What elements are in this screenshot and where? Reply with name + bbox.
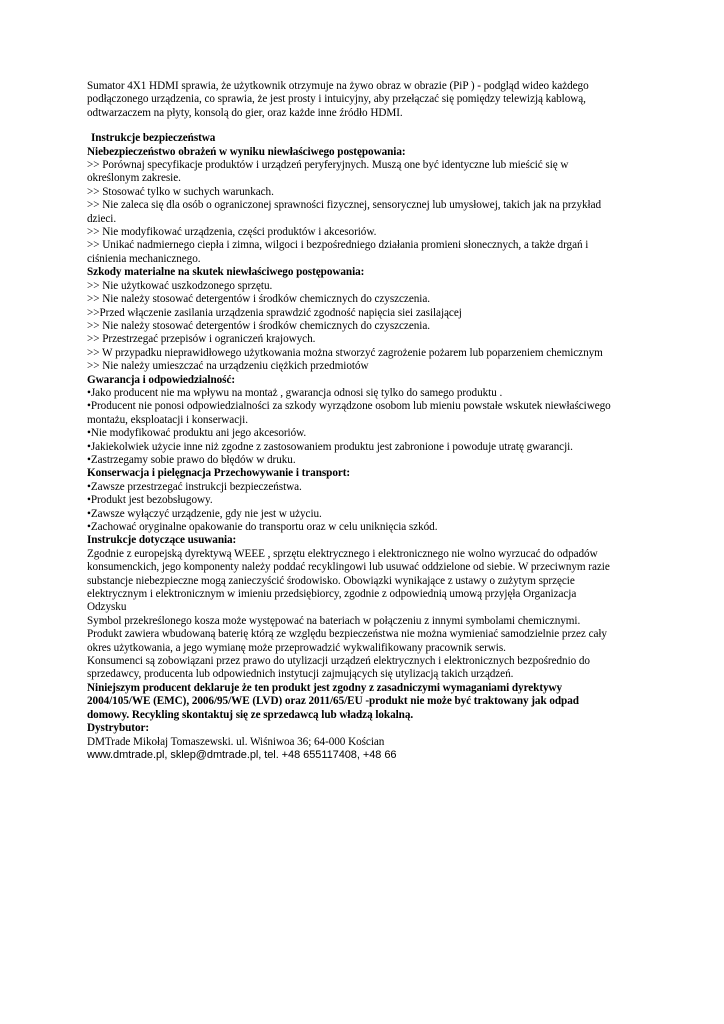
section-line: •Nie modyfikować produktu ani jego akcesoriów. bbox=[87, 427, 307, 440]
section-line: >> Nie modyfikować urządzenia, części produktów i akcesoriów. bbox=[87, 226, 377, 239]
section-disposal bbox=[87, 534, 647, 681]
section-line: >> Stosować tylko w suchych warunkach. bbox=[87, 185, 274, 198]
intro-line: Sumator 4X1 HDMI sprawia, że użytkownik otrzymuje na żywo obraz w obrazie (PiP ) - podgląd wideo każdego bbox=[87, 80, 589, 92]
section-maintenance bbox=[87, 467, 647, 534]
section-line: •Zawsze wyłączyć urządzenie, gdy nie jest w użyciu. bbox=[87, 507, 322, 520]
distributor-heading: Dystrybutor: bbox=[87, 722, 150, 735]
section-line: sprzedawcy, producenta lub odpowiednich instytucji zajmujących się utylizacją takich urządzeń. bbox=[87, 668, 514, 681]
section-line: Konsumenci są zobowiązani przez prawo do utylizacji urządzeń elektrycznych i elektronicznych bezpośrednio do bbox=[87, 655, 590, 668]
section-line: Odzysku bbox=[87, 601, 127, 614]
declaration-line: 2004/105/WE (EMC), 2006/95/WE (LVD) oraz 2011/65/EU -produkt nie może być traktowany jak odpad bbox=[87, 695, 579, 708]
section-line: >> Nie należy stosować detergentów i środków chemicznych do czyszczenia. bbox=[87, 319, 430, 332]
section-line: okres użytkowania, a jego wymianę może przeprowadzić wykwalifikowany pracownik serwis. bbox=[87, 641, 506, 654]
section-line: •Zachować oryginalne opakowanie do transportu oraz w celu uniknięcia szkód. bbox=[87, 521, 438, 533]
section-line: ciśnienia mechanicznego. bbox=[87, 252, 201, 265]
section-heading: Konserwacja i pielęgnacja Przechowywanie i transport: bbox=[87, 467, 351, 480]
section-line: >> Nie należy umieszczać na urządzeniu ciężkich przedmiotów bbox=[87, 360, 369, 373]
section-line: elektrycznym i elektronicznym w imieniu przedsiębiorcy, zgodnie z odpowiednią umową przyjęła Organizacja bbox=[87, 588, 577, 601]
intro-line: podłączonego urządzenia, co sprawia, że jest prosty i intuicyjny, aby przełączać się pomiędzy telewizją kablową, bbox=[87, 93, 586, 106]
section-line: określonym zakresie. bbox=[87, 172, 181, 185]
section-injury bbox=[87, 146, 647, 267]
distributor-contact: www.dmtrade.pl, sklep@dmtrade.pl, tel. +48 655117408, +48 66 bbox=[87, 748, 397, 761]
document-page bbox=[87, 80, 647, 762]
section-line: •Zawsze przestrzegać instrukcji bezpieczeństwa. bbox=[87, 480, 302, 493]
section-line: •Producent nie ponosi odpowiedzialności za szkody wyrządzone osobom lub mieniu powstałe wskutek niewłaściwego bbox=[87, 400, 611, 413]
section-heading: Niebezpieczeństwo obrażeń w wyniku niewłaściwego postępowania: bbox=[87, 145, 406, 158]
section-heading: Szkody materialne na skutek niewłaściwego postępowania: bbox=[87, 266, 365, 279]
intro-paragraph bbox=[87, 80, 647, 120]
section-line: montażu, eksploatacji i konserwacji. bbox=[87, 413, 248, 426]
section-line: >> W przypadku nieprawidłowego użytkowania można stworzyć zagrożenie pożarem lub poparzeniem chemicznym bbox=[87, 346, 603, 359]
section-line: •Zastrzegamy sobie prawo do błędów w druku. bbox=[87, 453, 296, 466]
section-line: •Produkt jest bezobsługowy. bbox=[87, 494, 213, 507]
section-line: •Jakiekolwiek użycie inne niż zgodne z zastosowaniem produktu jest zabronione i powoduje utratę gwarancji. bbox=[87, 440, 573, 453]
section-line: Produkt zawiera wbudowaną baterię którą ze względu bezpieczeństwa nie można wymieniać samodzielnie przez cały bbox=[87, 628, 607, 641]
section-line: >> Unikać nadmiernego ciepła i zimna, wilgoci i bezpośredniego działania promieni słonecznych, a także drgań i bbox=[87, 239, 589, 252]
section-line: >>Przed włączenie zasilania urządzenia sprawdzić zgodność napięcia siei zasilającej bbox=[87, 306, 462, 319]
distributor-block bbox=[87, 722, 647, 762]
section-line: konsumenckich, jego komponenty należy poddać recyklingowi lub usuwać oddzielone od siebie. W przeciwnym razie bbox=[87, 561, 610, 574]
intro-line: odtwarzaczem na płyty, konsolą do gier, oraz każde inne źródło HDMI. bbox=[87, 106, 403, 119]
declaration-line: domowy. Recykling skontaktuj się ze sprzedawcą lub władzą lokalną. bbox=[87, 708, 414, 721]
section-material-damage bbox=[87, 266, 647, 373]
section-line: Zgodnie z europejską dyrektywą WEEE , sprzętu elektrycznego i elektronicznego nie wolno wyrzucać do odpadów bbox=[87, 547, 598, 560]
declaration-line: Niniejszym producent deklaruje że ten produkt jest zgodny z zasadniczymi wymaganiami dyrektywy bbox=[87, 681, 563, 694]
section-line: >> Przestrzegać przepisów i ograniczeń krajowych. bbox=[87, 333, 316, 346]
section-heading: Gwarancja i odpowiedzialność: bbox=[87, 373, 236, 386]
section-line: >> Nie użytkować uszkodzonego sprzętu. bbox=[87, 279, 273, 292]
safety-title: Instrukcje bezpieczeństwa bbox=[91, 132, 216, 145]
section-line: dzieci. bbox=[87, 212, 117, 225]
section-line: >> Nie należy stosować detergentów i środków chemicznych do czyszczenia. bbox=[87, 293, 430, 306]
section-heading: Instrukcje dotyczące usuwania: bbox=[87, 534, 237, 547]
section-line: Symbol przekreślonego kosza może występować na bateriach w połączeniu z innymi symbolami chemicznymi. bbox=[87, 614, 581, 627]
section-line: >> Porównaj specyfikacje produktów i urządzeń peryferyjnych. Muszą one być identyczne lub mieścić się w bbox=[87, 159, 569, 172]
distributor-address: DMTrade Mikołaj Tomaszewski. ul. Wiśniwoa 36; 64-000 Kościan bbox=[87, 735, 385, 748]
section-warranty bbox=[87, 374, 647, 468]
section-line: substancje niebezpieczne mogą zanieczyścić środowisko. Obowiązki wynikające z ustawy o zużytym sprzęcie bbox=[87, 574, 575, 587]
section-line: •Jako producent nie ma wpływu na montaż , gwarancja odnosi się tylko do samego produktu . bbox=[87, 386, 503, 399]
conformity-declaration bbox=[87, 682, 647, 722]
section-line: >> Nie zaleca się dla osób o ograniczonej sprawności fizycznej, sensorycznej lub umysłowej, takich jak na przykład bbox=[87, 199, 602, 212]
